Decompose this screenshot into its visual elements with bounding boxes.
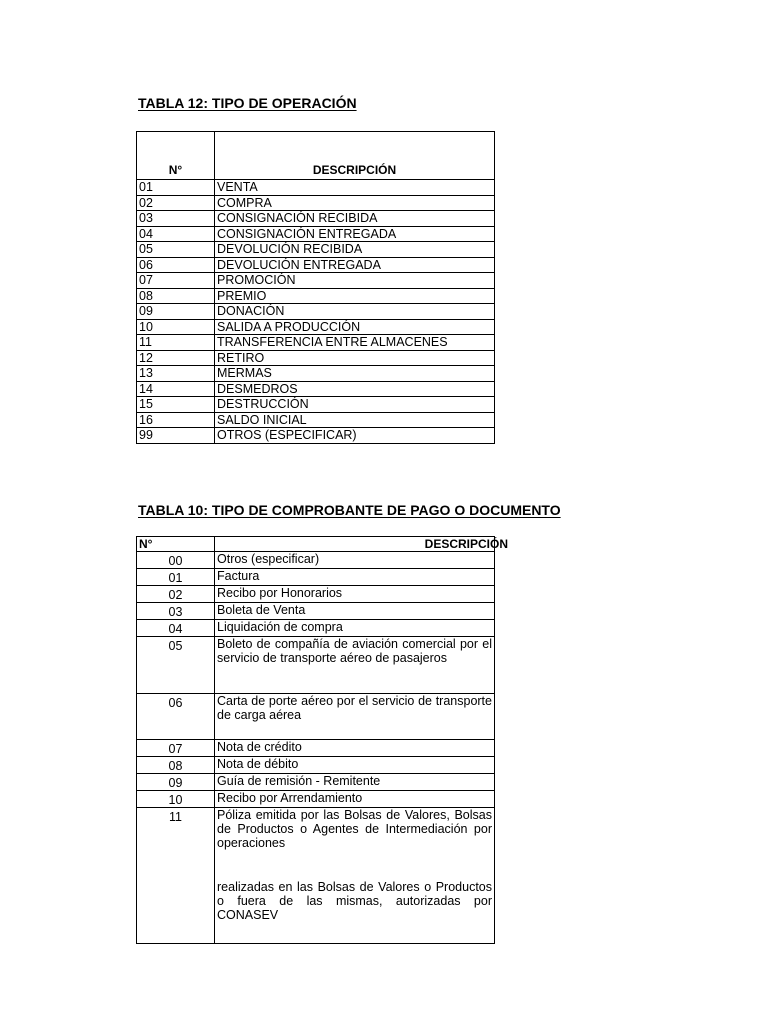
column-header-number: N°	[137, 132, 215, 180]
row-description: OTROS (ESPECIFICAR)	[215, 428, 495, 444]
row-number: 05	[137, 637, 215, 694]
table-row	[137, 791, 495, 808]
table-row	[137, 381, 495, 397]
table-row	[137, 552, 495, 569]
table-row	[137, 226, 495, 242]
row-description: SALIDA A PRODUCCIÓN	[215, 319, 495, 335]
row-number: 04	[137, 620, 215, 637]
row-number: 06	[137, 694, 215, 740]
row-number: 08	[137, 288, 215, 304]
table-row	[137, 319, 495, 335]
row-number: 06	[137, 257, 215, 273]
row-number: 00	[137, 552, 215, 569]
column-header-description: DESCRIPCIÓN	[215, 132, 495, 180]
table-row	[137, 397, 495, 413]
table-row	[137, 304, 495, 320]
table-row	[137, 257, 495, 273]
row-number: 02	[137, 195, 215, 211]
row-description-part-1: Póliza emitida por las Bolsas de Valores, Bolsas de Productos o Agentes de Intermediación por operaciones	[217, 808, 492, 850]
row-number: 02	[137, 586, 215, 603]
row-description: DESMEDROS	[215, 381, 495, 397]
row-description: MERMAS	[215, 366, 495, 382]
column-header-number: N°	[137, 537, 215, 552]
row-description: Nota de crédito	[215, 740, 495, 757]
table-row	[137, 694, 495, 740]
row-description: DEVOLUCIÓN ENTREGADA	[215, 257, 495, 273]
row-number: 09	[137, 304, 215, 320]
table-row	[137, 242, 495, 258]
table-12-title: TABLA 12: TIPO DE OPERACIÓN	[138, 95, 357, 111]
table-row	[137, 757, 495, 774]
row-number: 10	[137, 319, 215, 335]
table-row	[137, 273, 495, 289]
row-description: Liquidación de compra	[215, 620, 495, 637]
row-number: 14	[137, 381, 215, 397]
row-description: Guía de remisión - Remitente	[215, 774, 495, 791]
row-number: 11	[137, 335, 215, 351]
row-description: COMPRA	[215, 195, 495, 211]
row-number: 03	[137, 211, 215, 227]
table-row	[137, 350, 495, 366]
table-row	[137, 808, 495, 944]
row-description-part-2: realizadas en las Bolsas de Valores o Productos o fuera de las mismas, autorizadas por CONASEV	[217, 880, 492, 922]
row-description: Otros (especificar)	[215, 552, 495, 569]
row-description: Nota de débito	[215, 757, 495, 774]
payment-document-type-table	[136, 536, 508, 944]
row-description: SALDO INICIAL	[215, 412, 495, 428]
row-description: VENTA	[215, 180, 495, 196]
table-row	[137, 335, 495, 351]
row-number: 05	[137, 242, 215, 258]
row-description: DONACIÓN	[215, 304, 495, 320]
row-description: CONSIGNACIÓN ENTREGADA	[215, 226, 495, 242]
row-description: Boleta de Venta	[215, 603, 495, 620]
row-description: PROMOCIÓN	[215, 273, 495, 289]
row-number: 11	[137, 808, 215, 944]
row-number: 09	[137, 774, 215, 791]
row-description: Carta de porte aéreo por el servicio de transporte de carga aérea	[215, 694, 495, 740]
row-description: PREMIO	[215, 288, 495, 304]
table-row	[137, 288, 495, 304]
table-row	[137, 569, 495, 586]
table-header-row	[137, 537, 495, 552]
operation-type-table	[136, 131, 495, 444]
table-row	[137, 603, 495, 620]
table-row	[137, 637, 495, 694]
table-row	[137, 211, 495, 227]
row-description: RETIRO	[215, 350, 495, 366]
table-row	[137, 412, 495, 428]
table-row	[137, 586, 495, 603]
row-number: 04	[137, 226, 215, 242]
column-header-description-text: DESCRIPCIÓN	[424, 537, 508, 551]
row-description: CONSIGNACIÓN RECIBIDA	[215, 211, 495, 227]
table-row	[137, 366, 495, 382]
row-number: 01	[137, 180, 215, 196]
table-10-title: TABLA 10: TIPO DE COMPROBANTE DE PAGO O DOCUMENTO	[138, 502, 561, 518]
row-description: DEVOLUCIÓN RECIBIDA	[215, 242, 495, 258]
table-row	[137, 195, 495, 211]
row-number: 08	[137, 757, 215, 774]
table-row	[137, 428, 495, 444]
row-number: 15	[137, 397, 215, 413]
row-number: 03	[137, 603, 215, 620]
row-number: 10	[137, 791, 215, 808]
row-description	[215, 808, 495, 944]
row-number: 13	[137, 366, 215, 382]
table-header-row	[137, 132, 495, 180]
row-description: DESTRUCCIÓN	[215, 397, 495, 413]
table-row	[137, 180, 495, 196]
table-row	[137, 774, 495, 791]
table-row	[137, 740, 495, 757]
row-number: 07	[137, 740, 215, 757]
row-number: 16	[137, 412, 215, 428]
row-description: Recibo por Arrendamiento	[215, 791, 495, 808]
table-row	[137, 620, 495, 637]
row-number: 12	[137, 350, 215, 366]
row-number: 99	[137, 428, 215, 444]
row-description: TRANSFERENCIA ENTRE ALMACENES	[215, 335, 495, 351]
row-description: Boleto de compañía de aviación comercial por el servicio de transporte aéreo de pasajeros	[215, 637, 495, 694]
row-description: Recibo por Honorarios	[215, 586, 495, 603]
row-number: 07	[137, 273, 215, 289]
row-number: 01	[137, 569, 215, 586]
row-description: Factura	[215, 569, 495, 586]
column-header-description	[215, 537, 508, 552]
